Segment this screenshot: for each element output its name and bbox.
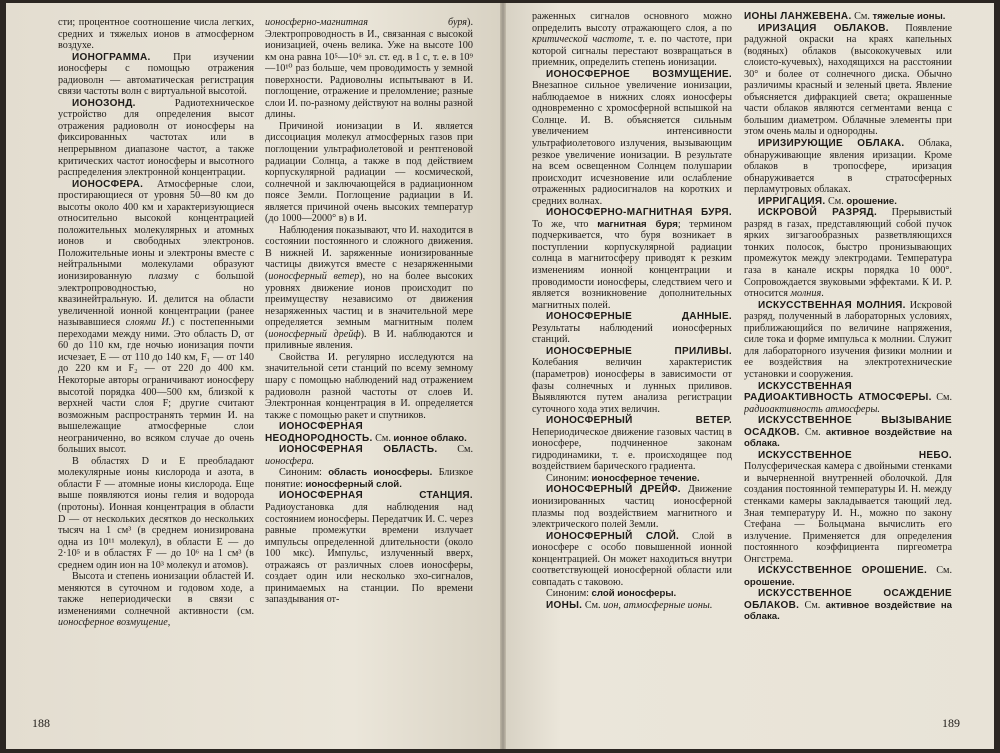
headword: ИОНОСФЕРНОЕ ВОЗМУЩЕНИЕ.: [546, 68, 732, 80]
text: Наблюдения показывают, что И. находится в состоянии постоянного и сложного движения. В нижней И. заряженные ионизированные частицы движутся вместе с незаряженными (: [265, 224, 473, 283]
page-number-right: 189: [942, 716, 960, 730]
entry-continuation: [265, 17, 473, 121]
cross-ref: ионосфера.: [265, 455, 315, 467]
headword: ИРРИГАЦИЯ.: [758, 195, 826, 207]
entry-ionozond: [58, 98, 254, 179]
synonym-value: область ионосферы.: [328, 467, 433, 479]
entry-ionogram: [58, 52, 254, 98]
cross-ref: магнитная буря: [597, 218, 678, 230]
cross-ref: критической частоте: [532, 34, 632, 46]
headword: ИСКУССТВЕННАЯ РАДИОАКТИВНОСТЬ АТМОСФЕРЫ.: [744, 380, 932, 404]
entry-artificial-radioactivity: [744, 381, 952, 416]
entry-wind: [532, 415, 732, 473]
definition: Атмосферные слои, простирающиеся от уровня 50—80 км до высоты около 400 км и характеризующиеся относительно высокой концентрацией положительных молекулярных и атомных ионов и свободных электронов. Положительные ионы и электроны вместе с нейтральными молекулами образуют ионизированную: [58, 178, 254, 283]
definition: Колебания величин характеристик (параметров) ионосферы в зависимости от фазы солнечных и лунных приливов. Выявляются путем анализа регистрации суточного хода этих величин.: [532, 357, 732, 415]
column-1: [58, 17, 254, 697]
cross-ref: тяжелые ионы.: [872, 11, 946, 22]
left-page: [6, 3, 502, 749]
column-2: [265, 17, 473, 697]
definition: При изучении ионосферы с помощью отражения радиоволн — автоматическая регистрация связи частоты волн с виртуальной высотой.: [58, 51, 254, 98]
entry-cloud-seeding: [744, 588, 952, 623]
see-label: См.: [854, 11, 870, 22]
cross-ref: ионосферный ветер: [268, 271, 360, 283]
headword: ИОНЫ.: [546, 599, 583, 611]
cross-ref: ионосферный дрейф: [268, 328, 361, 340]
entry-artificial-irrigation: [744, 565, 952, 588]
definition: с большой электропроводностью, но квазинейтральную. И. делится на области увеличенной ионной концентрации (ранее называвшиеся: [58, 271, 254, 329]
cross-ref: радиоактивность атмосферы.: [744, 403, 880, 415]
entry-station: [265, 490, 473, 605]
headword: ИОНЫ ЛАНЖЕВЕНА.: [744, 11, 852, 22]
headword: ИРИЗИРУЮЩИЕ ОБЛАКА.: [758, 138, 905, 150]
entry-artificial-precipitation: [744, 415, 952, 450]
paragraph: [265, 225, 473, 352]
entry-artificial-sky: [744, 450, 952, 565]
cross-ref: слоями И.: [125, 317, 172, 329]
related-value: ионосферный слой.: [305, 478, 402, 490]
headword: ИОНОСФЕРНЫЙ ДРЕЙФ.: [546, 484, 681, 496]
column-3: [532, 11, 732, 701]
entry-ionosphere: [58, 179, 254, 456]
cross-ref: орошение.: [744, 576, 795, 588]
definition: Движение ионизированных частиц ионосферной плазмы под воздействием магнитного и электрического полей Земли.: [532, 484, 732, 531]
definition: ) с постепенными переходами между ними. Это область D, от 60 до 110 км, где ночью ионизация почти исчезает, E — от 110 до 140 км, F₁ — от 140 до 220 км и F₂ — от 220 до 400 км. Некоторые авторы ограничивают ионосферу высотой порядка 400—500 км, близкой к верхней части слоя F; другие считают возможным распространять термин И. на вышележащие атмосферные слои неограниченно, во всяком случае до очень больших высот.: [58, 317, 254, 456]
definition: Слой в ионосфере с особо повышенной ионной концентрацией. Он может находиться внутри соответствующей ионосферной области или совпадать с таковою.: [532, 530, 732, 588]
cross-ref: ион, атмосферные ионы.: [603, 599, 713, 611]
entry-irizing-clouds: [744, 138, 952, 196]
text: , т. е. по частоте, при которой сигналы перестают возвращаться в приемник, определить степень ионизации.: [532, 34, 732, 69]
see-label: См.: [804, 599, 821, 611]
book-spread: [6, 3, 994, 749]
definition: Результаты наблюдений ионосферных станций.: [532, 322, 732, 346]
definition: Облака, обнаруживающие явления иризации. Кроме облаков в тропосфере, иризация обнаруживается в стратосферных перламутровых облаках.: [744, 138, 952, 196]
synonym-line: [532, 588, 732, 600]
headword: ИОНОСФЕРНЫЕ ДАННЫЕ.: [546, 311, 732, 323]
headword: ИОНОСФЕРНЫЕ ПРИЛИВЫ.: [546, 345, 732, 357]
see-label: См.: [804, 426, 821, 438]
headword: ИОНОСФЕРНАЯ СТАНЦИЯ.: [279, 490, 473, 502]
entry-tides: [532, 346, 732, 415]
page-number-left: 188: [32, 716, 50, 730]
cross-ref: орошение.: [846, 195, 897, 207]
entry-storm: [532, 207, 732, 311]
entry-layer: [532, 531, 732, 589]
cross-ref: ионосферно-магнитная буря: [265, 17, 468, 28]
right-page: [502, 3, 994, 749]
cross-ref: активное воздействие на облака.: [744, 426, 952, 450]
book-gutter: [500, 3, 506, 749]
headword: ИОНОСФЕРНО-МАГНИТНАЯ БУРЯ.: [546, 207, 732, 219]
paragraph: В областях D и E преобладают молекулярные ионы кислорода и азота, в области F — атомные ионы кислорода. Еще выше появляются ионы гелия и водорода (протоны). Ионная концентрация в области D — от нескольких десятков до нескольких тысяч на 1 см³ (в среднем ионизирована одна из 10¹¹ молекул), в области E — до 2·10⁵ и в областях F — до 10⁶ на 1 см³ (в среднем один ион на 10³ молекул и атомов).: [58, 455, 254, 571]
synonym-label: Синоним:: [546, 472, 589, 484]
paragraph: [58, 571, 254, 629]
headword: ИОНОСФЕРА.: [72, 178, 144, 190]
entry-drift: [532, 484, 732, 530]
headword: ИОНОГРАММА.: [72, 51, 151, 63]
paragraph: Причиной ионизации в И. является диссоциация молекул атмосферных газов при поглощении ультрафиолетовой и рентгеновой радиации Солнца, а также в под действием корпускулярной радиации — космической, солнечной и заключающейся в радиационном поясе Земли. Поглощение радиации в И. является причиной очень высоких температур (до 1000—2000° в) в И.: [265, 120, 473, 225]
synonym-line: [265, 467, 473, 490]
entry-continuation: [532, 11, 732, 69]
synonym-value: слой ионосферы.: [591, 588, 677, 600]
synonym-line: [532, 473, 732, 485]
definition: Появление радужной окраски на краях капельных (водяных) облаков (высококучевых или слоисто-кучевых), находящихся на расстоянии 30° и более от солнечного диска. Обычно различимы красный и зеленый цвета. Явление объясняется дифракцией света; окрашенные части облаков являются сегментами венца с большим диаметром. Облачные элементы при этом очень малы и однородны.: [744, 22, 952, 138]
entry-spark: ИСКРОВОЙ РАЗРЯД. Прерывистый разряд в газах, представляющий собой пучок ярких зигзагообразных разветвляющихся тонких полосок, быстро пронизывающих промежуток между электродами. Температура газа в канале искры порядка 10 000°. Сопровождается звуковыми эффектами. К И. Р. относится молния.: [744, 207, 952, 300]
entry-irization: [744, 23, 952, 138]
see-label: См.: [827, 195, 844, 207]
entry-irrigation: [744, 196, 952, 208]
text: ; термином подчеркивается, что буря возникает в поступлении корпускулярной радиации солнца в магнитосферу приводят к резким изменениям ионной концентрации и проводимости ионосферы, следствием чего и является возникновение дополнительных магнитных полей.: [532, 218, 732, 311]
see-label: См.: [375, 432, 391, 444]
related-label: Близкое понятие:: [265, 467, 473, 490]
see-label: См.: [584, 599, 601, 611]
entry-continuation: сти; процентное соотношение числа легких, средних и тяжелых ионов в атмосферном воздухе.: [58, 17, 254, 52]
see-label: См.: [936, 392, 952, 404]
see-label: См.: [936, 565, 952, 577]
definition: Внезапное сильное увеличение ионизации, наблюдаемое в нижних слоях ионосферы одновременно с хромосферной вспышкой на Солнце. И. В. объясняется сильным увеличением интенсивности ультрафиолетового излучения, вызывающим резкое увеличение ионизации. В результате на всем освещенном Солнцем полушарии происходит исчезновение или ослабление отраженных радиосигналов на коротких и средних волнах.: [532, 80, 732, 207]
synonym-label: Синоним:: [279, 467, 322, 479]
definition: Непериодическое движение газовых частиц в ионосфере, подчиненное законам гидродинамики, т. е. происходящее под воздействием барического градиента.: [532, 426, 732, 473]
entry-ions: [532, 600, 732, 612]
cross-ref: ионосферное возмущение,: [58, 617, 171, 629]
headword: ИСКУССТВЕННАЯ МОЛНИЯ.: [758, 299, 906, 311]
text: раженных сигналов основного можно определить высоту отражающего слоя, а по: [532, 11, 732, 34]
cross-ref: ионное облако.: [393, 432, 467, 444]
see-label: См.: [457, 444, 473, 456]
definition: Прерывистый разряд в газах, представляющий собой пучок ярких зигзагообразных разветвляющихся тонких полосок, быстро пронизывающих промежуток между электродами. Температура газа в канале искры порядка 10 000°. Сопровождается звуковыми эффектами. К И. Р. относится: [744, 207, 952, 300]
definition: Радиоустановка для наблюдения над состоянием ионосферы. Передатчик И. С. через равные промежутки времени излучает импульсы определенной длительности (около 100 мкс). Импульс, излученный вверх, отражаясь от различных слоев ионосферы, создает один или несколько эхо-сигналов, принимаемых на станции. По времени запаздывания от-: [265, 501, 473, 606]
headword: ИСКУССТВЕННОЕ НЕБО.: [758, 449, 952, 461]
entry-region: [265, 444, 473, 467]
headword: ИСКРОВОЙ РАЗРЯД.: [758, 207, 878, 219]
synonym-value: ионосферное течение.: [591, 472, 700, 484]
definition: Радиотехническое устройство для определения высот отражения радиоволн от ионосферы на фиксированных частотах или в непрерывном диапазоне частот, а также критических частот ионосферы и высотного распределения электронной концентрации.: [58, 97, 254, 179]
headword: ИОНОСФЕРНАЯ ОБЛАСТЬ.: [279, 444, 438, 456]
text: ). В И. наблюдаются и приливные явления.: [265, 328, 473, 352]
text: ). Электропроводность в И., связанная с высокой ионизацией, очень велика. Уже на высоте 100 км она равна 10⁵—10⁶ эл. ст. ед. в 1 с, т. е. в 10⁹—10¹⁰ раз больше, чем проводимость у земной поверхности. Радиоволны испытывают в И. поглощение, отражение и преломление; разные слои И. по-разному действуют на волны разной длины.: [265, 17, 473, 121]
paragraph: Свойства И. регулярно исследуются на значительной сети станций по всему земному шару с помощью наблюдений над отражением радиоволн разной частоты от слоев И. Электронная концентрация в И. определяется также с помощью ракет и спутников.: [265, 351, 473, 421]
headword: ИОНОЗОНД.: [72, 97, 136, 109]
definition: Полусферическая камера с двойными стенками и вычерненной внутренней оболочкой. Для создания постоянной температуры И. Н. между стенками камеры закладывается тающий лед. Зная температуру И. Н., можно по закону Стефана — Больцмана вычислить его излучение. Применяется для определения постоянного коэффициента пиргеометра Онгстрема.: [744, 461, 952, 565]
entry-langevin: [744, 11, 952, 23]
text: То же, что: [532, 218, 589, 230]
text: Высота и степень ионизации областей И. меняются в суточном и годовом ходе, а также непериодически в связи с изменениями солнечной активности (см.: [58, 571, 254, 617]
entry-inhomogeneity: [265, 421, 473, 444]
definition: Искровой разряд, полученный в лабораторных условиях, приближающийся по величине напряжения, силе тока и форме импульса к молнии. Служит для лабораторного изучения физики молнии и ее воздействия на электротехнические установки и сооружения.: [744, 299, 952, 380]
entry-disturbance: [532, 69, 732, 208]
headword: ИОНОСФЕРНЫЙ СЛОЙ.: [546, 530, 680, 542]
headword: ИОНОСФЕРНЫЙ ВЕТЕР.: [546, 415, 732, 427]
cross-ref: плазму: [148, 271, 179, 283]
text: ), но на более высоких уровнях движение ионов происходит по преимуществу независимо от движения незаряженных частиц и в значительной мере определяется земным магнитным полем (: [265, 271, 473, 340]
headword: ИСКУССТВЕННОЕ ОСАЖДЕНИЕ ОБЛАКОВ.: [744, 588, 952, 611]
column-4: [744, 11, 952, 701]
headword: ИОНОСФЕРНАЯ НЕОДНОРОДНОСТЬ.: [265, 421, 373, 444]
headword: ИСКУССТВЕННОЕ ОРОШЕНИЕ.: [758, 565, 928, 577]
entry-artificial-lightning: [744, 300, 952, 381]
synonym-label: Синоним:: [546, 588, 589, 600]
entry-data: [532, 311, 732, 346]
headword: ИРИЗАЦИЯ ОБЛАКОВ.: [758, 22, 889, 34]
cross-ref: молния: [790, 288, 822, 300]
cross-ref: активное воздействие на облака.: [744, 599, 952, 623]
headword: ИСКУССТВЕННОЕ ВЫЗЫВАНИЕ ОСАДКОВ.: [744, 415, 952, 438]
